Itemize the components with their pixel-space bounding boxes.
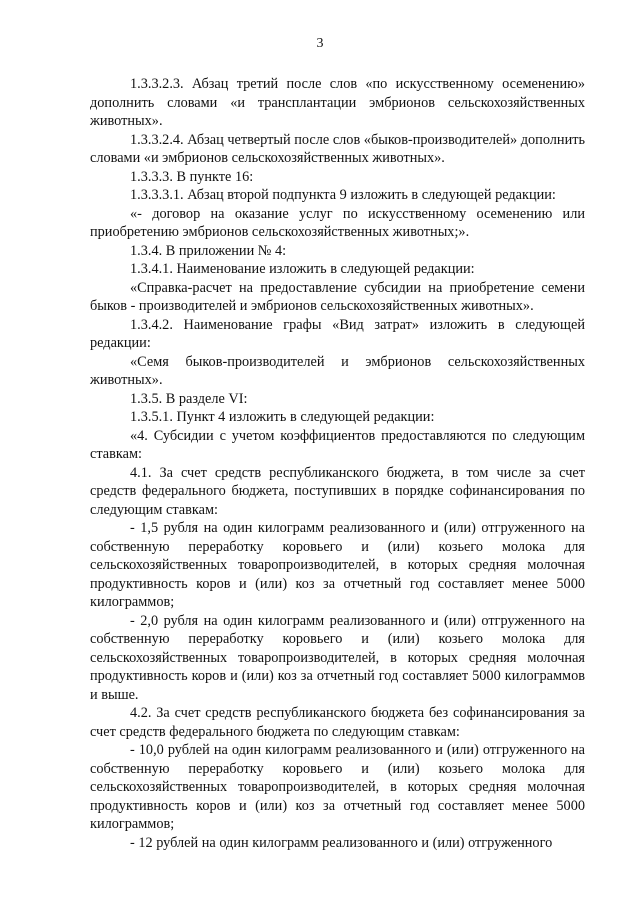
paragraph: 4.2. За счет средств республиканского бюджета без софинансирования за счет средств федерального бюджета по следующим ставкам: [90, 705, 585, 740]
paragraph: «- договор на оказание услуг по искусственному осеменению или приобретению эмбрионов сельскохозяйственных животных;». [90, 205, 585, 240]
paragraph: 1.3.3.2.4. Абзац четвертый после слов «быков-производителей» дополнить словами «и эмбрионов сельскохозяйственных животных». [90, 131, 585, 166]
paragraph: 1.3.5. В разделе VI: [130, 390, 248, 407]
paragraph: - 2,0 рубля на один килограмм реализованного и (или) отгруженного на собственную переработку коровьего и (или) козьего молока для сельскохозяйственных товаропроизводителей, в которых средняя молочная продуктивность коров и (или) коз за отчетный год составляет 5000 килограммов и выше. [90, 612, 585, 703]
paragraph: «Справка-расчет на предоставление субсидии на приобретение семени быков - производителей и эмбрионов сельскохозяйственных животных». [90, 279, 585, 314]
paragraph: 4.1. За счет средств республиканского бюджета, в том числе за счет средств федерального бюджета, поступивших в порядке софинансирования по следующим ставкам: [90, 464, 585, 518]
paragraph: «Семя быков-производителей и эмбрионов сельскохозяйственных животных». [90, 353, 585, 388]
document-body [90, 75, 585, 852]
paragraph: 1.3.4.1. Наименование изложить в следующей редакции: [130, 261, 475, 277]
paragraph: 1.3.3.3. В пункте 16: [130, 168, 254, 185]
paragraph: 1.3.4.2. Наименование графы «Вид затрат» изложить в следующей редакции: [90, 316, 585, 351]
paragraph: 1.3.4. В приложении № 4: [130, 242, 287, 259]
paragraph: - 10,0 рублей на один килограмм реализованного и (или) отгруженного на собственную переработку коровьего и (или) козьего молока для сельскохозяйственных товаропроизводителей, в которых средняя молочная продуктивность коров и (или) коз за отчетный год составляет менее 5000 килограммов; [90, 742, 585, 832]
page-number: 3 [316, 36, 324, 51]
paragraph: 1.3.5.1. Пункт 4 изложить в следующей редакции: [130, 409, 435, 425]
paragraph: - 1,5 рубля на один килограмм реализованного и (или) отгруженного на собственную переработку коровьего и (или) козьего молока для сельскохозяйственных товаропроизводителей, в которых средняя молочная продуктивность коров и (или) коз за отчетный год составляет менее 5000 килограммов; [90, 520, 585, 610]
paragraph: 1.3.3.2.3. Абзац третий после слов «по искусственному осеменению» дополнить словами «и трансплантации эмбрионов сельскохозяйственных животных». [90, 76, 585, 129]
paragraph: - 12 рублей на один килограмм реализованного и (или) отгруженного [130, 834, 553, 851]
paragraph: 1.3.3.3.1. Абзац второй подпункта 9 изложить в следующей редакции: [130, 187, 556, 203]
paragraph: «4. Субсидии с учетом коэффициентов предоставляются по следующим ставкам: [90, 427, 585, 462]
